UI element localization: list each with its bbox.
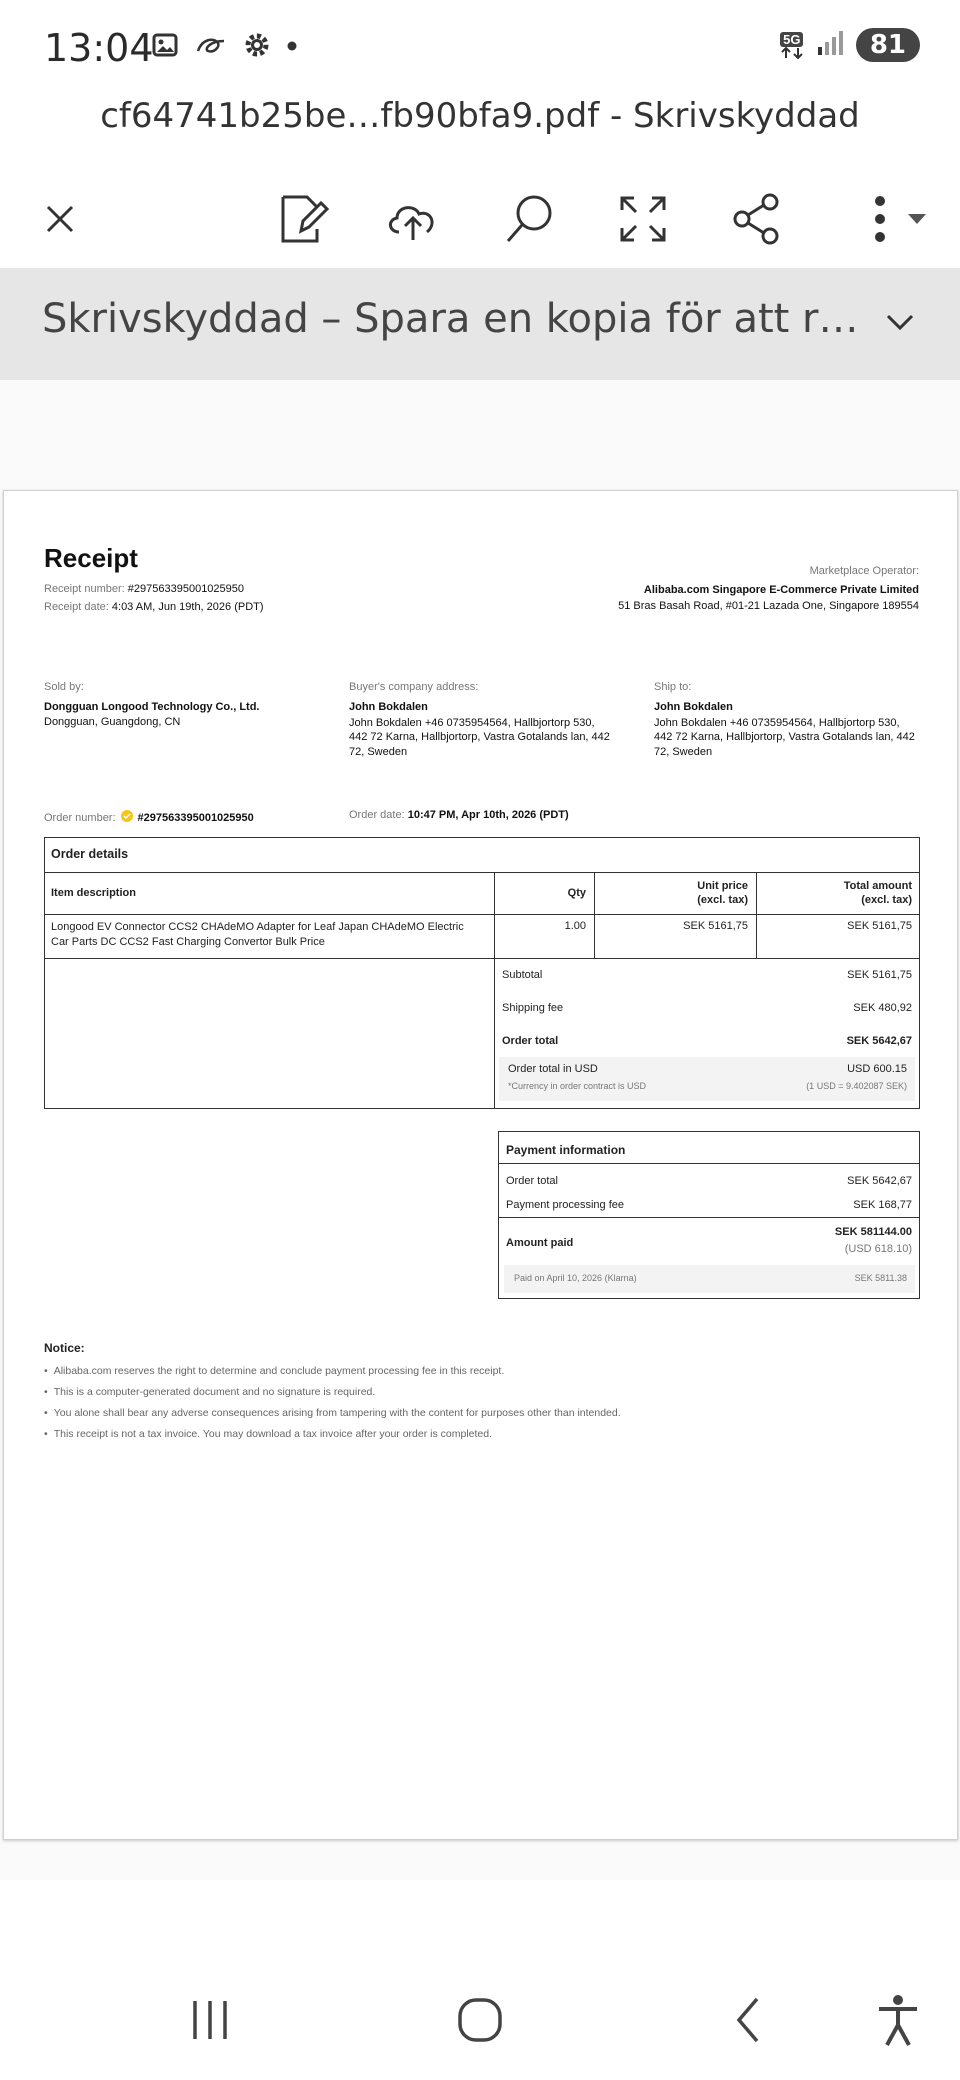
search-icon [502,191,558,247]
back-button[interactable] [710,1990,790,2050]
edit-icon [277,191,329,247]
alibaba-icon [194,33,228,62]
column-total-line2: (excl. tax) [861,894,912,907]
payment-info-title: Payment information [506,1143,626,1157]
operator-name: Alibaba.com Singapore E-Commerce Private Limited [643,584,919,596]
receipt-number-row [44,583,244,595]
pay-order-total-label: Order total [506,1175,558,1187]
item-unit-price: SEK 5161,75 [683,920,748,932]
usd-total-label: Order total in USD [508,1063,598,1075]
search-button[interactable] [495,184,565,254]
fullscreen-icon [618,194,668,244]
ship-to-label: Ship to: [654,681,692,693]
item-qty: 1.00 [564,920,586,932]
buyer-address: John Bokdalen +46 0735954564, Hallbjortorp 530, 442 72 Karna, Hallbjortorp, Vastra Gotalands lan, 442 72, Sweden [349,717,610,758]
status-bar [0,0,960,100]
order-date-label: Order date: [349,809,405,821]
order-date-row [349,809,569,821]
buyer-label: Buyer's company address: [349,681,479,693]
shipping-value: SEK 480,92 [853,1002,912,1014]
status-icons-right [780,28,920,62]
usd-rate: (1 USD = 9.402087 SEK) [806,1081,907,1091]
column-unit-price-line1: Unit price [697,880,748,892]
order-details-title: Order details [51,847,129,861]
receipt-date: 4:03 AM, Jun 19th, 2026 (PDT) [111,601,264,613]
subtotal-label: Subtotal [502,969,543,981]
receipt-date-row [44,601,264,613]
amount-paid-label: Amount paid [506,1237,574,1249]
network-5g-icon [780,32,804,59]
file-title: cf64741b25be…fb90bfa9.pdf - Skrivskyddad [100,96,860,136]
buyer-name: John Bokdalen [349,701,428,713]
recent-apps-icon [185,1995,235,2045]
processing-fee-value: SEK 168,77 [853,1199,912,1211]
receipt-number-label: Receipt number: [44,583,125,595]
operator-label: Marketplace Operator: [809,565,919,577]
accessibility-button[interactable] [858,1990,938,2050]
ship-to-block [654,681,919,759]
recent-apps-button[interactable] [170,1990,250,2050]
shipping-label: Shipping fee [502,1002,564,1014]
battery-indicator: 81 [856,28,920,62]
receipt-title: Receipt [44,543,138,573]
share-icon [730,192,784,246]
notice-list [44,1365,904,1449]
toolbar [0,170,960,270]
subtotal-value: SEK 5161,75 [847,969,912,981]
operator-address: 51 Bras Basah Road, #01-21 Lazada One, Singapore 189554 [618,600,919,612]
column-unit-price [604,879,748,908]
sold-by-block [44,681,324,728]
share-button[interactable] [722,184,792,254]
gold-badge-icon [120,809,134,826]
navigation-bar [0,1960,960,2080]
usd-note: *Currency in order contract is USD [508,1081,647,1091]
close-icon [40,199,80,239]
network-label: 5G [780,32,803,47]
paid-on-value: SEK 5811.38 [854,1273,907,1283]
paid-on-text: Paid on April 10, 2026 (Klarna) [514,1273,637,1283]
usd-total-value: USD 600.15 [847,1063,907,1075]
sold-by-address: Dongguan, Guangdong, CN [44,716,181,728]
pdf-page [3,490,958,1840]
cloud-upload-icon [383,194,443,244]
fullscreen-button[interactable] [608,184,678,254]
column-qty: Qty [567,887,586,899]
column-item-description: Item description [51,887,136,899]
status-time: 13:04 [44,26,154,70]
column-total-line1: Total amount [843,880,912,892]
upload-button[interactable] [378,184,448,254]
order-date: 10:47 PM, Apr 10th, 2026 (PDT) [407,809,569,821]
order-number: #297563395001025950 [137,811,254,824]
signal-icon [816,29,844,62]
sold-by-name: Dongguan Longood Technology Co., Ltd. [44,701,260,713]
operator-block [618,565,919,612]
ship-to-address: John Bokdalen +46 0735954564, Hallbjortorp 530, 442 72 Karna, Hallbjortorp, Vastra Gotalands lan, 442 72, Sweden [654,717,915,758]
item-description: Longood EV Connector CCS2 CHAdeMO Adapter for Leaf Japan CHAdeMO Electric Car Parts DC CCS2 Fast Charging Convertor Bulk Price [51,921,464,948]
buyer-block [349,681,614,759]
order-total-label: Order total [502,1035,559,1047]
order-number-label: Order number: [44,811,116,824]
notice-item: • You alone shall bear any adverse consequences arising from tampering with the content for purposes other than intended. [44,1407,904,1419]
pay-order-total-value: SEK 5642,67 [847,1175,912,1187]
gallery-icon [150,30,180,65]
notice-item: • This is a computer-generated document and no signature is required. [44,1386,904,1398]
order-total-value: SEK 5642,67 [846,1035,912,1047]
ship-to-name: John Bokdalen [654,701,733,713]
more-button[interactable] [848,184,938,254]
back-icon [725,1995,775,2045]
notice-item: • Alibaba.com reserves the right to determine and conclude payment processing fee in this receipt. [44,1365,904,1377]
receipt-date-label: Receipt date: [44,601,109,613]
home-icon [452,1992,508,2048]
edit-button[interactable] [268,184,338,254]
amount-paid-value: SEK 581144.00 [834,1226,912,1238]
more-icon [858,194,928,244]
order-number-row [44,809,254,826]
accessibility-icon [873,1993,923,2047]
amount-paid-usd: (USD 618.10) [844,1243,912,1255]
status-icons-left [150,30,298,65]
sold-by-label: Sold by: [44,681,84,693]
column-total [764,879,912,908]
close-button[interactable] [25,184,95,254]
receipt-number: #297563395001025950 [127,583,245,595]
gear-icon [242,30,272,65]
banner-text: Skrivskyddad – Spara en kopia för att r… [42,296,859,342]
notice-title: Notice: [44,1341,85,1355]
read-only-banner[interactable] [0,268,960,380]
notice-item: • This receipt is not a tax invoice. You may download a tax invoice after your order is completed. [44,1428,904,1440]
column-unit-price-line2: (excl. tax) [697,894,748,907]
home-button[interactable] [440,1990,520,2050]
item-total: SEK 5161,75 [847,920,912,932]
processing-fee-label: Payment processing fee [506,1199,625,1211]
chevron-down-icon[interactable] [880,302,920,347]
dot-icon [286,39,298,57]
